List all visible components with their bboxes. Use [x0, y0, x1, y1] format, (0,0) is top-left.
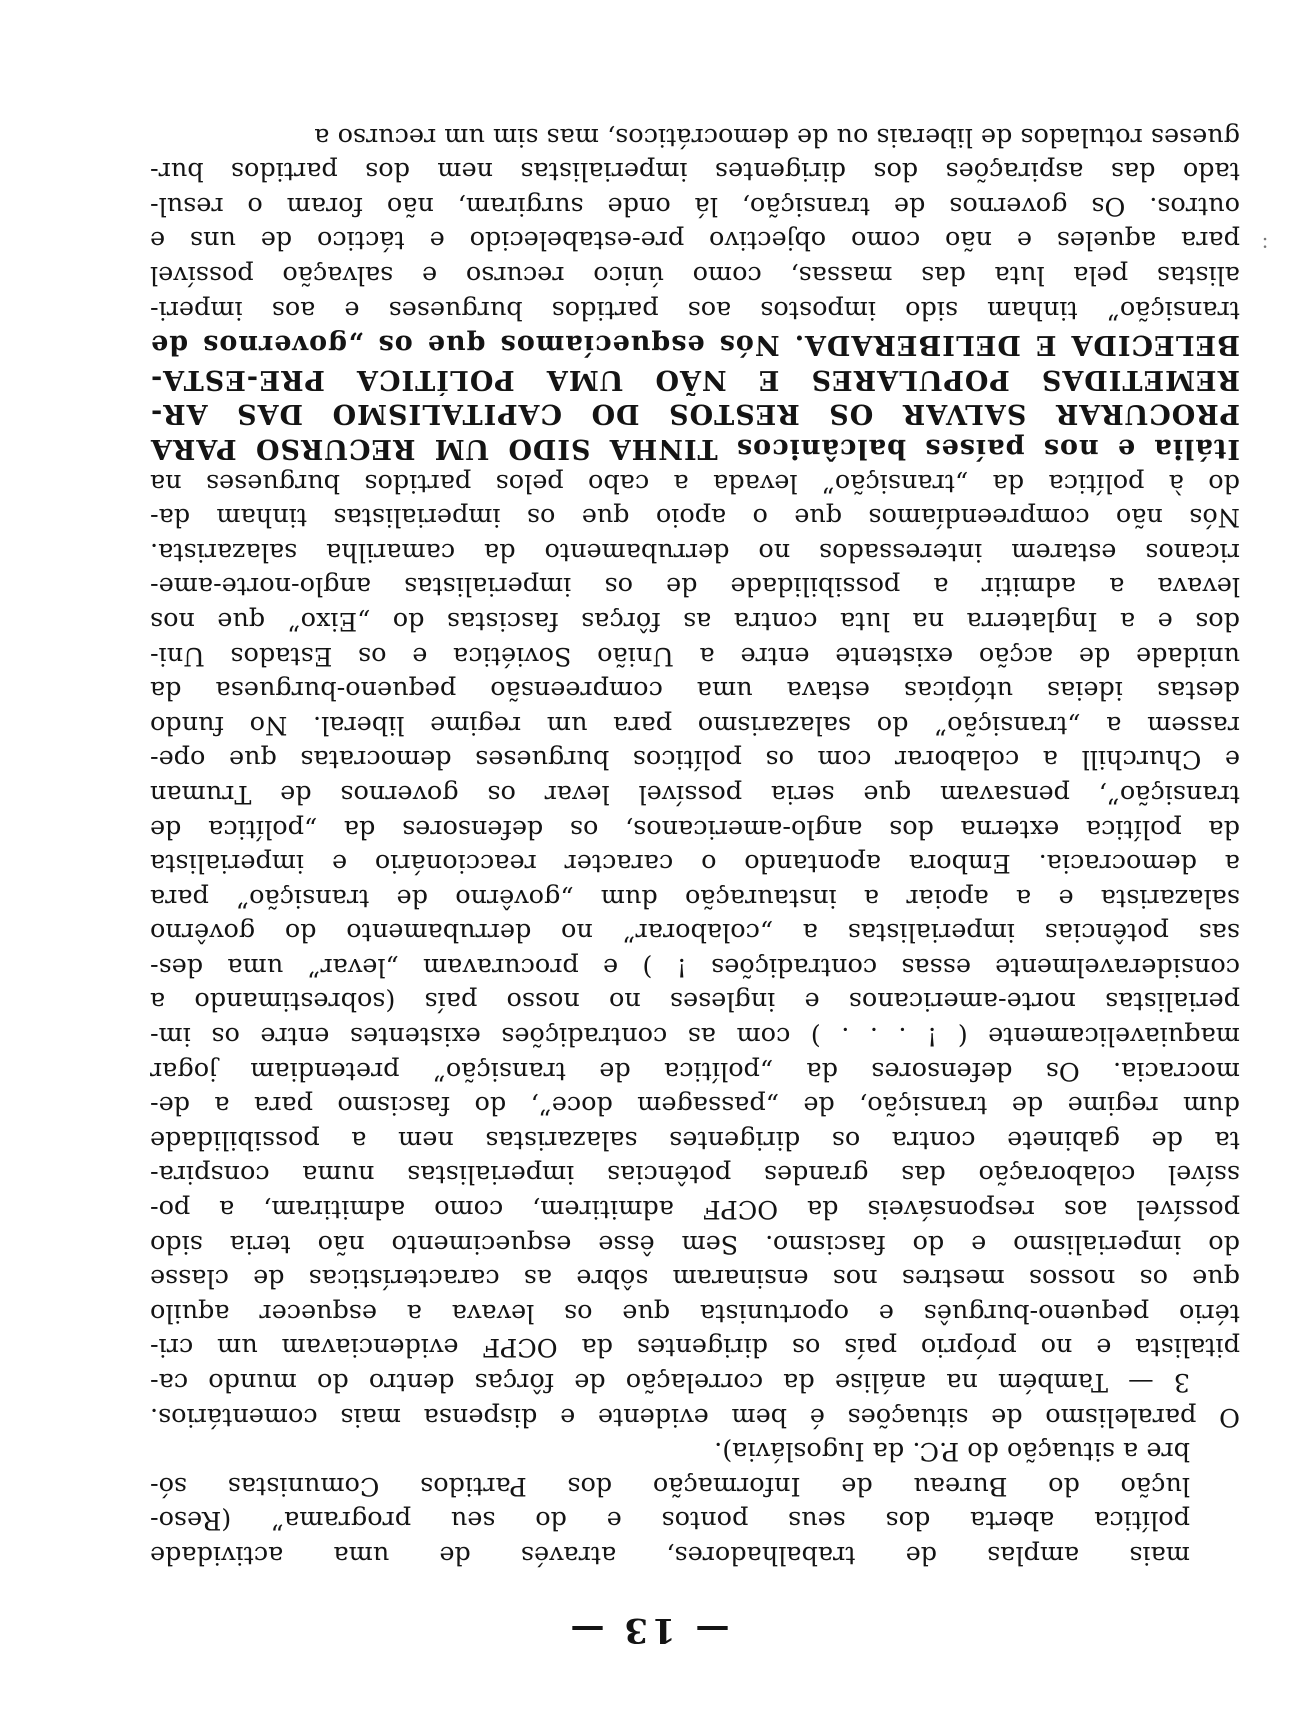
text-line: 3 — Também na análise da correlação de fôrças dentro do mundo ca-: [150, 1367, 1190, 1398]
text-line: outros. Os governos de transição, lá onde surgiram, não foram o resul-: [150, 190, 1240, 221]
text-line: política aberta dos seus pontos e do seu programa” (Reso-: [150, 1505, 1190, 1536]
text-line: maquiavelicamente ( ! . . . ) com as contradições existentes entre os im-: [150, 1021, 1240, 1052]
text-line: ta de gabinete contra os dirigentes salazaristas nem a possibilidade: [150, 1124, 1240, 1155]
body-text: [150, 119, 1240, 1572]
text-line: transição”, pensavam que seria possível levar os governos de Truman: [150, 778, 1240, 809]
text-line: sas potências imperialistas a „colaborar” no derrubamento do govêrno: [150, 917, 1240, 948]
text-line: Itália e nos países balcânicos TINHA SIDO UM RECURSO PARA: [150, 433, 1240, 464]
text-line: possível aos responsáveis da OCPF admitirem, como admitiram, a po-: [150, 1194, 1240, 1225]
text-line: gueses rotulados de liberais ou de democráticos, mas sim um recurso a: [314, 121, 1240, 152]
text-line: ssível colaboração das grandes potências imperialistas numa conspira-: [150, 1159, 1240, 1190]
text-line: dum regime de transição, de „passagem doce”, do fascismo para a de-: [150, 1090, 1240, 1121]
text-line: que os nossos mestres nos ensinaram sôbre as características de classe: [150, 1263, 1240, 1294]
text-line: dos e a Inglaterra na luta contra as fôrças fascistas do „Eixo” que nos: [150, 605, 1240, 636]
text-line: consideravelmente essas contradições ! ) e procuravam „levar” uma des-: [150, 951, 1240, 982]
text-line: O paralelismo de situações é bem evidente e dispensa mais comentários.: [150, 1401, 1240, 1432]
text-line: PROCURAR SALVAR OS RESTOS DO CAPITALISMO DAS AR-: [150, 398, 1240, 430]
text-line: mocracia. Os defensores da „política de transição” pretendiam jogar: [150, 1055, 1240, 1086]
text-line: alistas pela luta das massas, como único recurso e salvação possível: [150, 260, 1240, 291]
text-line: lução do Bureau de Informação dos Partidos Comunistas só-: [150, 1470, 1190, 1501]
text-line: transição” tinham sido impostos aos partidos burgueses e aos imperi-: [150, 294, 1240, 325]
text-line: pitalista e no próprio país os dirigentes da OCPF evidenciavam um cri-: [150, 1332, 1240, 1363]
text-line: tério pequeno-burguês e oportunista que os levava a esquecer aquilo: [150, 1297, 1240, 1328]
text-line: a democracia. Embora apontando o caracter reaccionário e imperialista: [150, 848, 1240, 879]
text-line: BELECIDA E DELIBERADA. Nós esquecíamos que os „governos de: [150, 329, 1240, 361]
text-line: perialistas norte-americanos e ingleses no nosso país (sobrestimando a: [150, 986, 1240, 1017]
text-line: do à política da „transição” levada a cabo pelos partidos burgueses na: [150, 467, 1240, 498]
text-line: Nós não compreendíamos que o apoio que os imperialistas tinham da-: [150, 502, 1240, 533]
page-number: — 13 —: [566, 1610, 730, 1650]
margin-mark: :: [1262, 228, 1269, 253]
text-line: REMETIDAS POPULARES E NÃO UMA POLÍTICA PRE-ESTA-: [150, 363, 1240, 395]
text-line: levava a admitir a possibilidade de os imperialistas anglo-norte-ame-: [150, 571, 1240, 602]
text-line: salazarista e a apoiar a instauração dum „govêrno de transição” para: [150, 882, 1240, 913]
text-line: mais amplas de trabalhadores, através de uma actividade: [150, 1540, 1190, 1570]
text-line: ricanos estarem interessados no derrubamento da camarilha salazarista.: [150, 536, 1240, 567]
text-line: e Churchill a colaborar com os políticos burgueses democratas que ope-: [150, 744, 1240, 775]
text-line: para aqueles e não como objectivo pre-estabelecido e táctico de uns e: [150, 225, 1240, 256]
text-line: destas ideias utópicas estava uma compreensão pequeno-burguesa da: [150, 675, 1240, 706]
text-line: unidade de acção existente entre a União Soviética e os Estados Uni-: [150, 640, 1240, 671]
text-line: bre a situação do P.C. da Iugoslávia).: [714, 1436, 1190, 1467]
text-line: tado das aspirações dos dirigentes imperialistas nem dos partidos bur-: [150, 156, 1240, 187]
text-line: rassem a „transição” do salazarismo para um regime liberal. No fundo: [150, 709, 1240, 740]
text-line: da política externa dos anglo-americanos, os defensores da „política de: [150, 813, 1240, 844]
text-line: do imperialismo e do fascismo. Sem êsse esquecimento não teria sido: [150, 1228, 1240, 1259]
